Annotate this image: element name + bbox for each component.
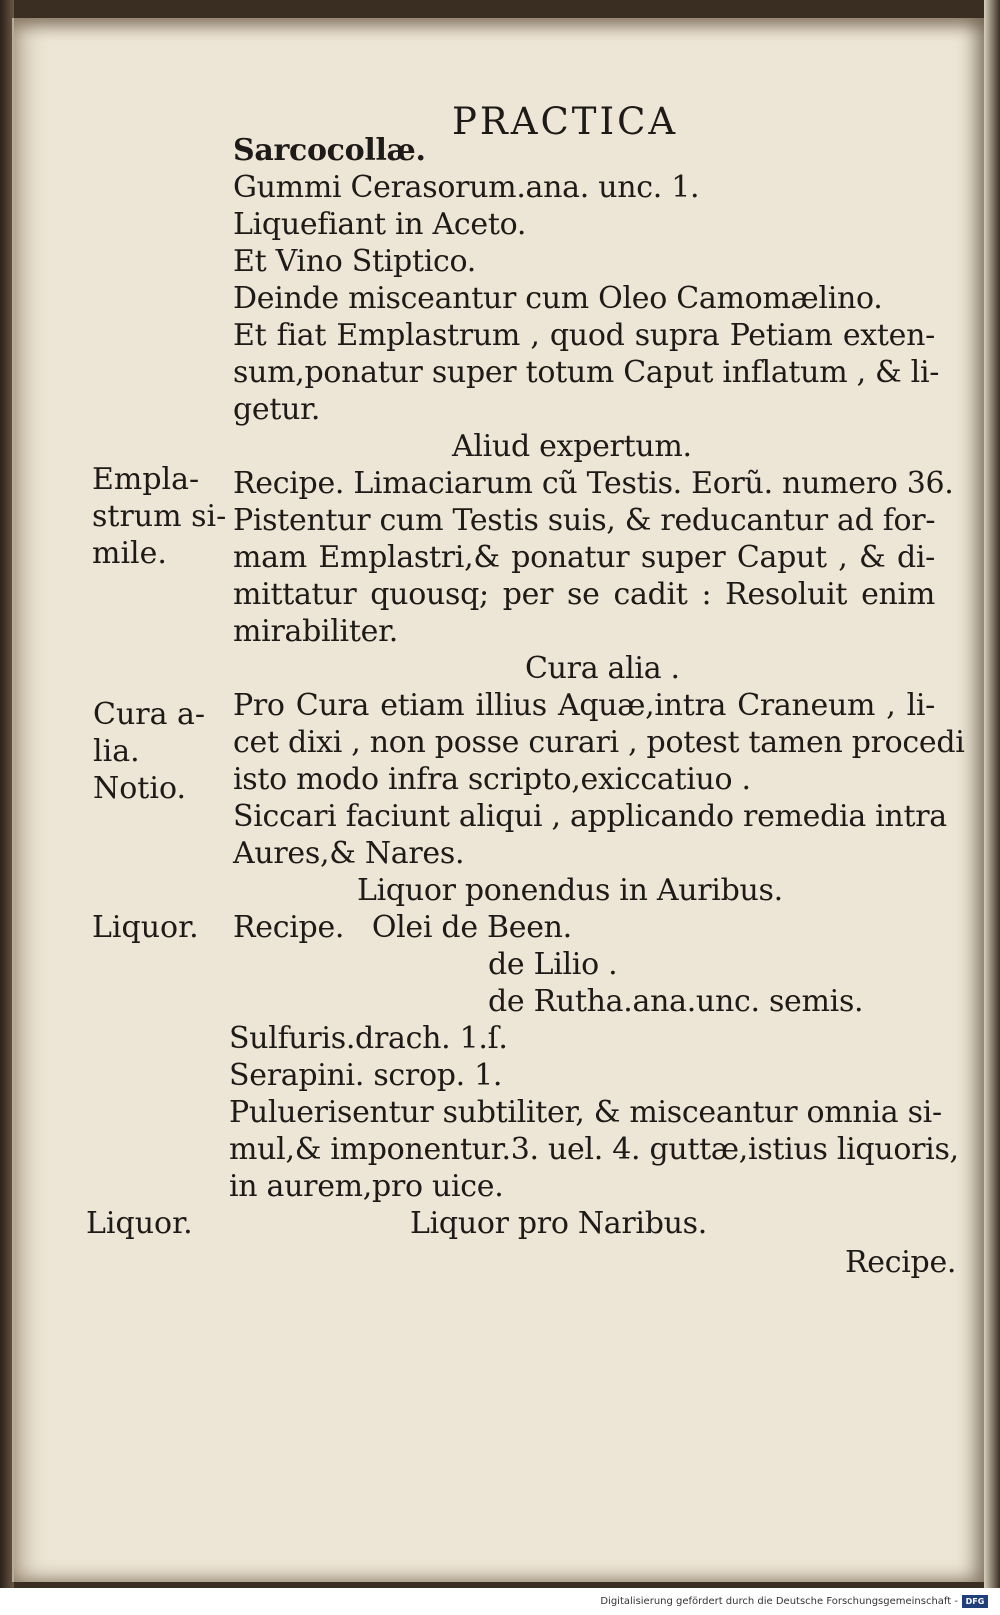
text-line: in aurem,pro uice.: [229, 1169, 504, 1204]
running-head: PRACTICA: [452, 100, 679, 143]
dfg-logo-icon: DFG: [962, 1595, 988, 1608]
page-edge-shadow: [984, 0, 1000, 1588]
text-line: mittatur quousq; per se cadit : Resoluit enim: [233, 577, 935, 612]
digitization-credit: Digitalisierung gefördert durch die Deutsche Forschungsgemeinschaft -: [600, 1596, 958, 1607]
text-line: getur.: [233, 392, 321, 427]
text-line: Deinde misceantur cum Oleo Camomælino.: [233, 281, 883, 316]
section-heading: Liquor ponendus in Auribus.: [357, 873, 783, 908]
text-line: Et Vino Stiptico.: [233, 244, 476, 279]
section-heading: Liquor pro Naribus.: [410, 1206, 707, 1241]
section-heading: Aliud expertum.: [452, 429, 692, 464]
marginal-note: Notio.: [93, 771, 187, 806]
text-line: Recipe. Olei de Been.: [233, 910, 572, 945]
text-line: Siccari faciunt aliqui , applicando remedia intra: [233, 799, 947, 834]
marginal-note: Cura a-: [93, 697, 206, 732]
marginal-note: mile.: [92, 536, 167, 571]
text-line: isto modo infra scripto,exiccatiuo .: [233, 762, 751, 797]
text-line: Gummi Cerasorum.ana. unc. 1.: [233, 170, 700, 205]
marginal-note: Empla-: [92, 462, 200, 497]
text-line: cet dixi , non posse curari , potest tamen procedi: [233, 725, 965, 760]
catchword: Recipe.: [845, 1245, 957, 1280]
text-line: Pro Cura etiam illius Aquæ,intra Craneum , li-: [233, 688, 935, 723]
text-line: Sulfuris.drach. 1.ſ.: [229, 1021, 508, 1056]
section-heading: Cura alia .: [525, 651, 680, 686]
text-line: Aures,& Nares.: [233, 836, 465, 871]
text-line: Sarcocollæ.: [233, 133, 426, 168]
marginal-note: lia.: [93, 734, 140, 769]
marginal-note: Liquor.: [86, 1206, 193, 1241]
text-line: mul,& imponentur.3. uel. 4. guttæ,istius liquoris,: [229, 1132, 959, 1167]
text-line: de Lilio .: [488, 947, 618, 982]
marginal-note: strum si-: [92, 499, 227, 534]
text-line: Et fiat Emplastrum , quod supra Petiam exten-: [233, 318, 935, 353]
text-line: Liquefiant in Aceto.: [233, 207, 527, 242]
text-line: mirabiliter.: [233, 614, 399, 649]
text-line: Recipe. Limaciarum cũ Testis. Eorũ. numero 36.: [233, 466, 954, 501]
text-line: sum,ponatur super totum Caput inflatum , & li-: [233, 355, 940, 390]
text-line: mam Emplastri,& ponatur super Caput , & di-: [233, 540, 935, 575]
text-line: Puluerisentur subtiliter, & misceantur omnia si-: [229, 1095, 942, 1130]
marginal-note: Liquor.: [92, 910, 199, 945]
text-line: Pistentur cum Testis suis, & reducantur ad for-: [233, 503, 936, 538]
text-line: Serapini. scrop. 1.: [229, 1058, 503, 1093]
text-line: de Rutha.ana.unc. semis.: [488, 984, 864, 1019]
